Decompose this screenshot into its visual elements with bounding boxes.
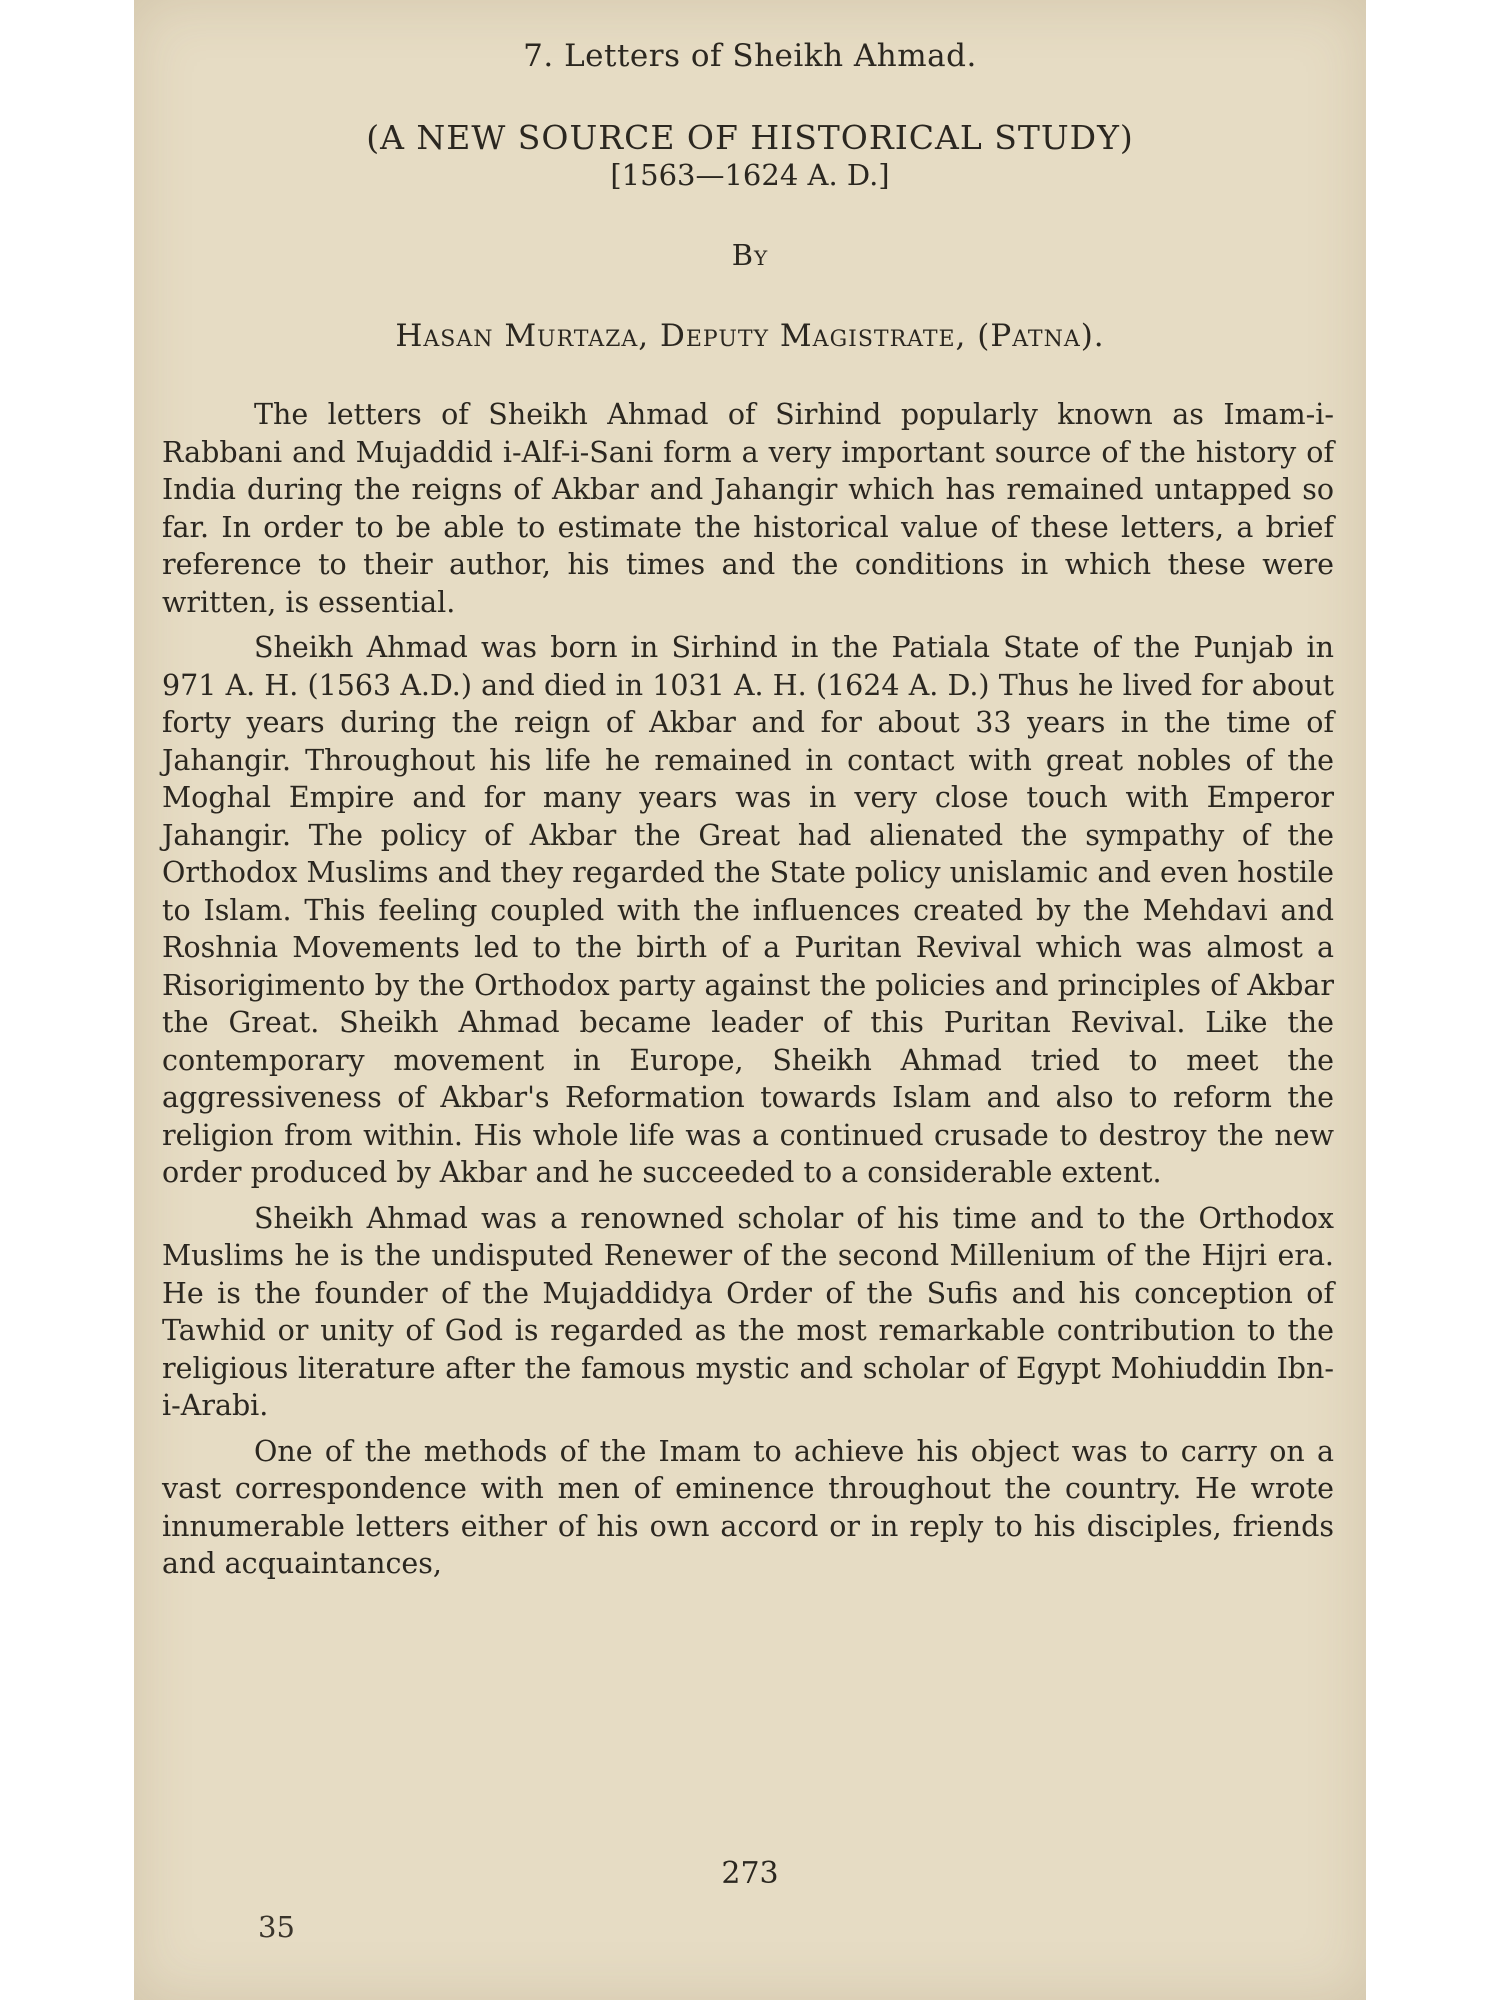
article-body — [162, 396, 1334, 1591]
date-range: [1563—1624 A. D.] — [610, 158, 890, 192]
paragraph-2: Sheikh Ahmad was born in Sirhind in the Patiala State of the Punjab in 971 A. H. (1563 A.D.) and died in 1031 A. H. (1624 A. D.) Thus he lived for about forty years during the reign of Akbar and for about 33 years in the time of Jahangir. Throughout his life he remained in contact with great nobles of the Moghal Empire and for many years was in very close touch with Emperor Jahangir. The policy of Akbar the Great had alienated the sympathy of the Orthodox Muslims and they regarded the State policy unislamic and even hostile to Islam. This feeling coupled with the influences created by the Mehdavi and Roshnia Movements led to the birth of a Puritan Revival which was almost a Risorigimento by the Orthodox party against the policies and principles of Akbar the Great. Sheikh Ahmad became leader of this Puritan Revival. Like the contemporary movement in Europe, Sheikh Ahmad tried to meet the aggressiveness of Akbar's Reformation towards Islam and also to reform the religion from within. His whole life was a continued crusade to destroy the new order produced by Akbar and he succeeded to a considerable extent. — [162, 631, 1334, 1189]
article-subtitle: (A NEW SOURCE OF HISTORICAL STUDY) — [366, 118, 1134, 157]
paragraph-1: The letters of Sheikh Ahmad of Sirhind popularly known as Imam-i-Rabbani and Mujaddid i-Alf-i-Sani form a very important source of the history of India during the reigns of Akbar and Jahangir which has remained untapped so far. In order to be able to estimate the historical value of these letters, a brief reference to their author, his times and the conditions in which these were written, is essential. — [162, 398, 1334, 619]
paragraph-4: One of the methods of the Imam to achieve his object was to carry on a vast correspondence with men of eminence throughout the country. He wrote innumerable letters either of his own accord or in reply to his disciples, friends and acquaintances, — [162, 1434, 1334, 1580]
by-line: By — [731, 238, 769, 272]
signature-mark: 35 — [258, 1910, 295, 1944]
book-page — [134, 0, 1366, 2000]
paragraph-3: Sheikh Ahmad was a renowned scholar of his time and to the Orthodox Muslims he is the undisputed Renewer of the second Millenium of the Hijri era. He is the founder of the Mujaddidya Order of the Sufis and his conception of Tawhid or unity of God is regarded as the most remarkable contribution to the religious literature after the famous mystic and scholar of Egypt Mohiuddin Ibn-i-Arabi. — [162, 1201, 1334, 1422]
page-number: 273 — [721, 1856, 779, 1891]
article-heading: 7. Letters of Sheikh Ahmad. — [523, 38, 977, 74]
author-line: Hasan Murtaza, Deputy Magistrate, (Patna). — [395, 318, 1105, 354]
